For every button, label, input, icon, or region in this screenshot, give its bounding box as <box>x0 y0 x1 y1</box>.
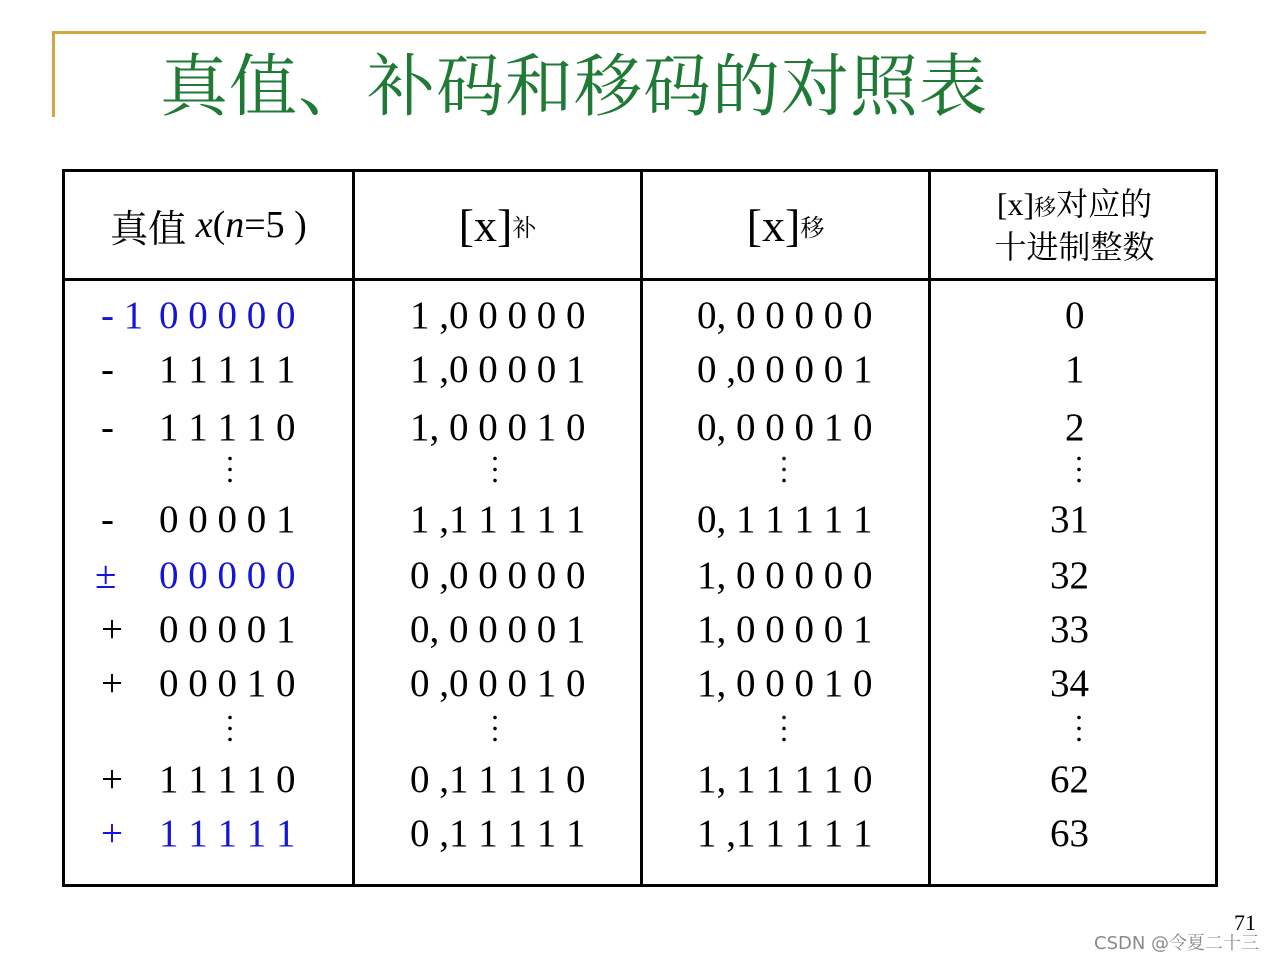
ellipsis-dots <box>1077 712 1081 746</box>
row-decimal: 1 <box>1065 348 1085 391</box>
header-bias-symbol: [x] <box>746 199 801 251</box>
header-var-n: n <box>225 204 245 246</box>
row-biased: 1, 0 0 0 1 0 <box>697 662 873 705</box>
header-divider <box>65 278 1215 281</box>
row-true-bits: 0 0 0 0 1 <box>159 608 296 651</box>
row-true-sign: - <box>101 348 114 391</box>
row-true-bits: 0 0 0 0 0 <box>159 294 296 337</box>
watermark: CSDN @令夏二十三 <box>1094 933 1260 954</box>
header-decimal-integer <box>931 172 1218 278</box>
row-biased: 0, 1 1 1 1 1 <box>697 498 873 541</box>
row-true-bits: 0 0 0 1 0 <box>159 662 296 705</box>
row-true-bits: 1 1 1 1 1 <box>159 348 296 391</box>
row-decimal: 34 <box>1050 662 1089 705</box>
title-accent-line <box>52 31 1206 34</box>
header-complement-sub: 补 <box>512 213 537 242</box>
row-biased: 1, 1 1 1 1 0 <box>697 758 873 801</box>
row-true-sign: + <box>101 608 123 651</box>
ellipsis-dots <box>493 712 497 746</box>
header-bias-sub: 移 <box>800 213 825 242</box>
header-complement-symbol: [x] <box>458 199 513 251</box>
row-decimal: 32 <box>1050 554 1089 597</box>
row-decimal: 0 <box>1065 294 1085 337</box>
row-true-bits: 1 1 1 1 1 <box>159 812 296 855</box>
row-decimal: 33 <box>1050 608 1089 651</box>
row-true-bits: 0 0 0 0 1 <box>159 498 296 541</box>
header-paren: ( <box>212 204 226 246</box>
header-n-value: =5 ) <box>244 204 307 246</box>
header-twos-complement <box>355 172 640 278</box>
row-complement: 1 ,0 0 0 0 0 <box>410 294 586 337</box>
row-true-sign: + <box>101 758 123 801</box>
row-complement: 1, 0 0 0 1 0 <box>410 406 586 449</box>
row-true-sign: + <box>101 812 123 855</box>
row-true-bits: 1 1 1 1 0 <box>159 406 296 449</box>
ellipsis-dots <box>228 453 232 487</box>
row-biased: 0 ,0 0 0 0 1 <box>697 348 873 391</box>
row-biased: 1, 0 0 0 0 0 <box>697 554 873 597</box>
header-biased-code <box>643 172 928 278</box>
slide-title: 真值、补码和移码的对照表 <box>160 48 989 127</box>
ellipsis-dots <box>782 453 786 487</box>
ellipsis-dots <box>228 712 232 746</box>
row-biased: 1 ,1 1 1 1 1 <box>697 812 873 855</box>
row-biased: 0, 0 0 0 0 0 <box>697 294 873 337</box>
row-true-sign: + <box>101 662 123 705</box>
row-biased: 1, 0 0 0 0 1 <box>697 608 873 651</box>
row-true-sign: - <box>101 498 114 541</box>
header-decimal-text: 对应的 <box>1056 184 1153 223</box>
row-complement: 0 ,1 1 1 1 0 <box>410 758 586 801</box>
row-decimal: 31 <box>1050 498 1089 541</box>
row-complement: 0, 0 0 0 0 1 <box>410 608 586 651</box>
row-decimal: 63 <box>1050 812 1089 855</box>
row-decimal: 62 <box>1050 758 1089 801</box>
ellipsis-dots <box>493 453 497 487</box>
row-true-bits: 1 1 1 1 0 <box>159 758 296 801</box>
page-number: 71 <box>1234 910 1256 935</box>
comparison-table <box>62 169 1218 887</box>
header-true-value <box>65 172 352 278</box>
row-biased: 0, 0 0 0 1 0 <box>697 406 873 449</box>
row-complement: 0 ,0 0 0 0 0 <box>410 554 586 597</box>
row-true-sign: - <box>101 406 114 449</box>
row-true-bits: 0 0 0 0 0 <box>159 554 296 597</box>
header-decimal-line1 <box>997 185 1152 228</box>
row-complement: 0 ,0 0 0 1 0 <box>410 662 586 705</box>
header-decimal-sub: 移 <box>1034 195 1057 221</box>
row-complement: 0 ,1 1 1 1 1 <box>410 812 586 855</box>
row-true-sign: ± <box>95 554 117 597</box>
header-var-x: x <box>195 204 213 246</box>
header-decimal-var: [x] <box>996 185 1035 222</box>
row-decimal: 2 <box>1065 406 1085 449</box>
ellipsis-dots <box>1077 453 1081 487</box>
row-true-sign: - 1 <box>101 294 144 337</box>
title-accent-line-left <box>52 31 55 117</box>
header-decimal-line2: 十进制整数 <box>994 227 1155 266</box>
row-complement: 1 ,1 1 1 1 1 <box>410 498 586 541</box>
header-true-value-label: 真值 <box>110 206 187 251</box>
ellipsis-dots <box>782 712 786 746</box>
row-complement: 1 ,0 0 0 0 1 <box>410 348 586 391</box>
